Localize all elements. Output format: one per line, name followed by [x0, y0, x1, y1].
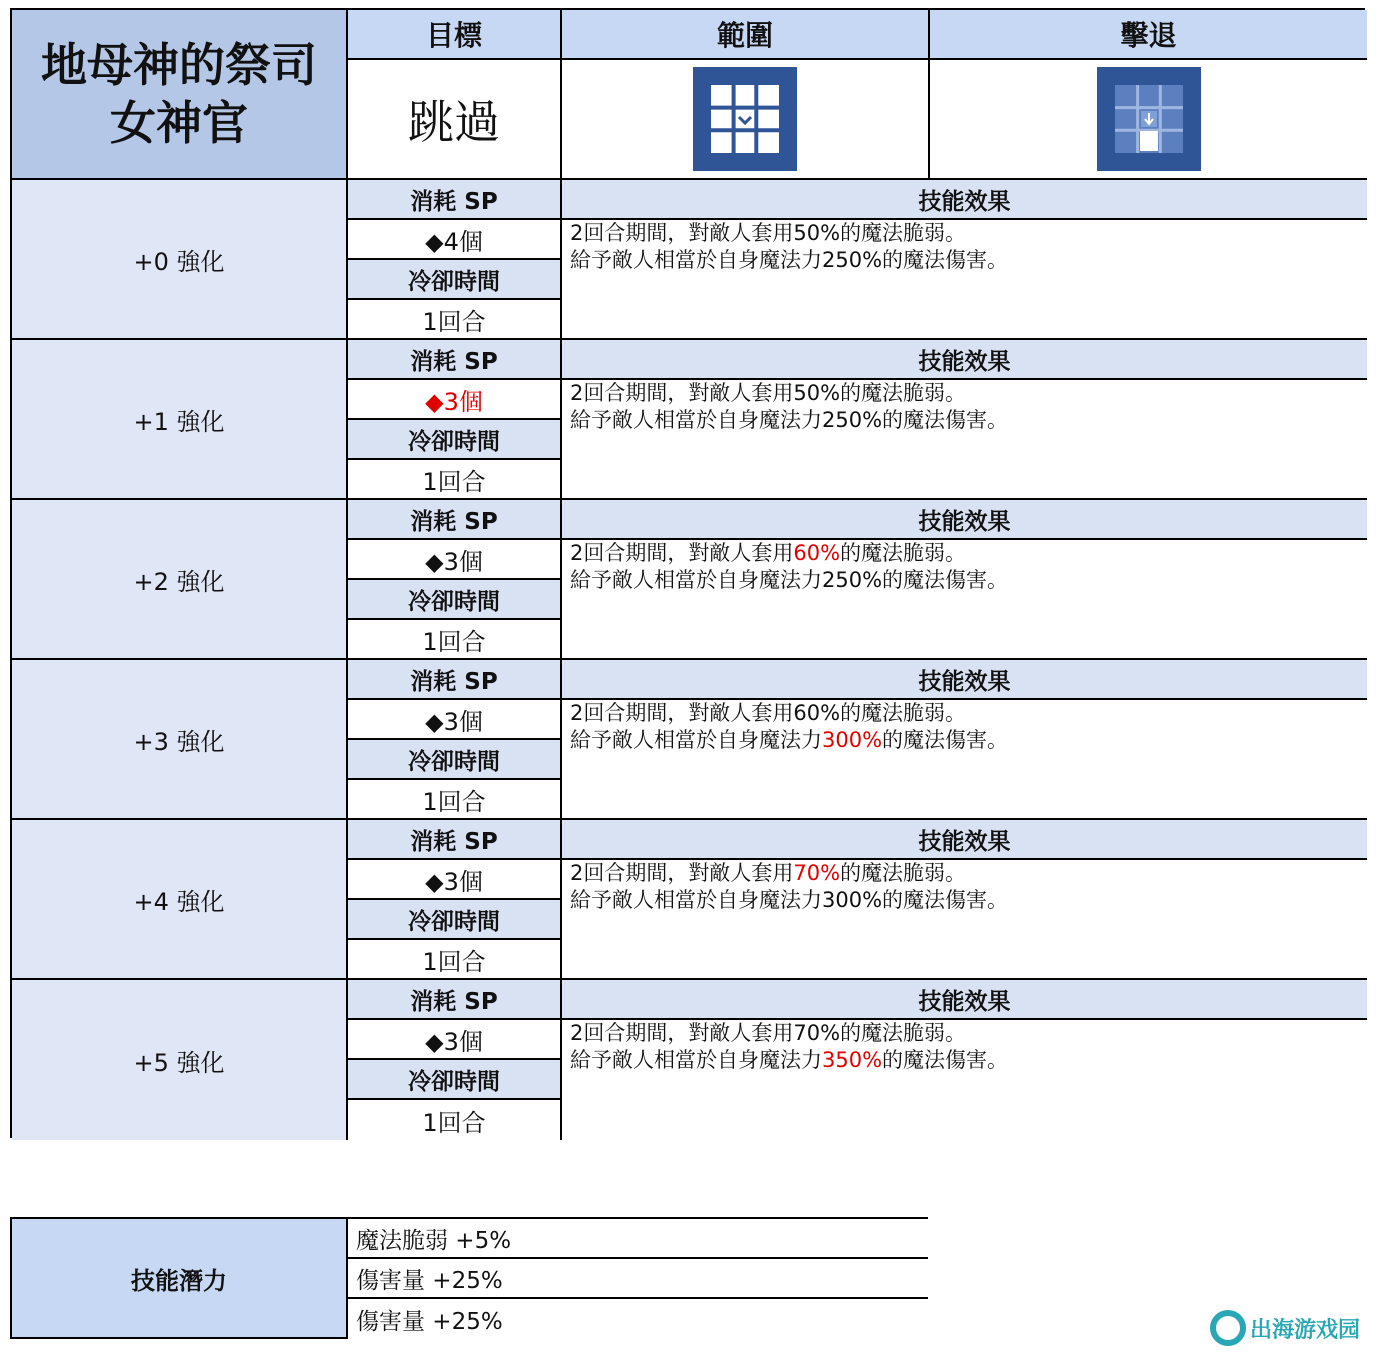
- effect-line: [570, 860, 966, 887]
- effect-percent: 250%: [822, 568, 883, 592]
- effect-fragment: 的魔法脆弱。: [840, 221, 967, 245]
- level-label: +5 強化: [12, 980, 348, 1140]
- effect-fragment: 給予敵人相當於自身魔法力: [570, 248, 822, 272]
- effect-header: 技能效果: [562, 820, 1367, 860]
- sp-header: 消耗 SP: [348, 500, 562, 540]
- cooldown-value: 1回合: [348, 620, 562, 660]
- effect-line: [570, 887, 1008, 914]
- logo-icon: [1210, 1310, 1246, 1346]
- effect-text: [562, 860, 1367, 980]
- sp-header: 消耗 SP: [348, 340, 562, 380]
- effect-fragment: 的魔法脆弱。: [840, 861, 967, 885]
- effect-fragment: 2回合期間，對敵人套用: [570, 701, 794, 725]
- effect-fragment: 2回合期間，對敵人套用: [570, 1021, 794, 1045]
- sp-value: ◆3個: [348, 380, 562, 420]
- level-label: +3 強化: [12, 660, 348, 820]
- target-header: 目標: [348, 10, 562, 60]
- effect-text: [562, 220, 1367, 340]
- skill-title-line2: 女神官: [110, 96, 248, 150]
- effect-header: 技能效果: [562, 340, 1367, 380]
- range-icon-cell: [562, 60, 930, 180]
- skill-title-cell: [12, 10, 348, 180]
- range-header: 範圍: [562, 10, 930, 60]
- effect-percent: 250%: [822, 248, 883, 272]
- knockback-header: 擊退: [930, 10, 1367, 60]
- effect-fragment: 2回合期間，對敵人套用: [570, 381, 794, 405]
- effect-header: 技能效果: [562, 660, 1367, 700]
- effect-fragment: 給予敵人相當於自身魔法力: [570, 888, 822, 912]
- grid-chevron-down-icon: [693, 67, 797, 171]
- effect-text: [562, 700, 1367, 820]
- effect-fragment: 的魔法傷害。: [882, 888, 1009, 912]
- target-value: 跳過: [348, 60, 562, 180]
- cooldown-header: 冷卻時間: [348, 580, 562, 620]
- sp-value: ◆3個: [348, 1020, 562, 1060]
- effect-percent: 70%: [793, 1021, 841, 1045]
- effect-text: [562, 540, 1367, 660]
- effect-line: [570, 380, 966, 407]
- logo-text: 出海游戏园: [1250, 1317, 1361, 1343]
- effect-percent: 50%: [793, 381, 841, 405]
- effect-fragment: 給予敵人相當於自身魔法力: [570, 408, 822, 432]
- sp-header: 消耗 SP: [348, 820, 562, 860]
- effect-fragment: 給予敵人相當於自身魔法力: [570, 568, 822, 592]
- sp-value: ◆3個: [348, 860, 562, 900]
- effect-line: [570, 220, 966, 247]
- effect-line: [570, 567, 1008, 594]
- effect-fragment: 的魔法傷害。: [882, 568, 1009, 592]
- level-label: +1 強化: [12, 340, 348, 500]
- effect-percent: 70%: [793, 861, 841, 885]
- potential-label: 技能潛力: [12, 1219, 348, 1339]
- effect-line: [570, 1020, 966, 1047]
- cooldown-value: 1回合: [348, 940, 562, 980]
- effect-header: 技能效果: [562, 980, 1367, 1020]
- effect-header: 技能效果: [562, 500, 1367, 540]
- potential-item: 魔法脆弱 +5%: [348, 1219, 928, 1259]
- level-label: +4 強化: [12, 820, 348, 980]
- sp-header: 消耗 SP: [348, 980, 562, 1020]
- sp-header: 消耗 SP: [348, 660, 562, 700]
- effect-percent: 250%: [822, 408, 883, 432]
- effect-text: [562, 380, 1367, 500]
- effect-fragment: 的魔法脆弱。: [840, 381, 967, 405]
- sp-header: 消耗 SP: [348, 180, 562, 220]
- potential-item: 傷害量 +25%: [348, 1259, 928, 1299]
- effect-fragment: 的魔法傷害。: [882, 1048, 1009, 1072]
- effect-line: [570, 540, 966, 567]
- effect-fragment: 的魔法傷害。: [882, 248, 1009, 272]
- knockback-icon-cell: [930, 60, 1367, 180]
- effect-percent: 60%: [793, 701, 841, 725]
- effect-fragment: 2回合期間，對敵人套用: [570, 861, 794, 885]
- effect-fragment: 給予敵人相當於自身魔法力: [570, 728, 822, 752]
- site-logo: [1210, 1310, 1360, 1346]
- grid-arrow-down-icon: [1097, 67, 1201, 171]
- effect-percent: 50%: [793, 221, 841, 245]
- sp-value: ◆3個: [348, 700, 562, 740]
- potential-item: 傷害量 +25%: [348, 1299, 928, 1339]
- skill-table: [10, 8, 1365, 1138]
- effect-fragment: 2回合期間，對敵人套用: [570, 221, 794, 245]
- effect-header: 技能效果: [562, 180, 1367, 220]
- cooldown-value: 1回合: [348, 460, 562, 500]
- effect-line: [570, 727, 1008, 754]
- effect-fragment: 的魔法脆弱。: [840, 1021, 967, 1045]
- effect-text: [562, 1020, 1367, 1140]
- effect-line: [570, 407, 1008, 434]
- level-label: +0 強化: [12, 180, 348, 340]
- cooldown-header: 冷卻時間: [348, 900, 562, 940]
- level-label: +2 強化: [12, 500, 348, 660]
- cooldown-header: 冷卻時間: [348, 420, 562, 460]
- skill-potential-table: [10, 1217, 928, 1339]
- effect-fragment: 給予敵人相當於自身魔法力: [570, 1048, 822, 1072]
- effect-fragment: 的魔法傷害。: [882, 408, 1009, 432]
- effect-line: [570, 700, 966, 727]
- cooldown-value: 1回合: [348, 1100, 562, 1140]
- cooldown-value: 1回合: [348, 300, 562, 340]
- effect-fragment: 的魔法脆弱。: [840, 541, 967, 565]
- effect-percent: 60%: [793, 541, 841, 565]
- effect-line: [570, 247, 1008, 274]
- sp-value: ◆3個: [348, 540, 562, 580]
- cooldown-header: 冷卻時間: [348, 1060, 562, 1100]
- effect-fragment: 2回合期間，對敵人套用: [570, 541, 794, 565]
- cooldown-value: 1回合: [348, 780, 562, 820]
- effect-percent: 350%: [822, 1048, 883, 1072]
- sp-value: ◆4個: [348, 220, 562, 260]
- cooldown-header: 冷卻時間: [348, 740, 562, 780]
- effect-percent: 300%: [822, 728, 883, 752]
- effect-fragment: 的魔法脆弱。: [840, 701, 967, 725]
- effect-line: [570, 1047, 1008, 1074]
- cooldown-header: 冷卻時間: [348, 260, 562, 300]
- effect-percent: 300%: [822, 888, 883, 912]
- skill-title-line1: 地母神的祭司: [41, 38, 317, 92]
- effect-fragment: 的魔法傷害。: [882, 728, 1009, 752]
